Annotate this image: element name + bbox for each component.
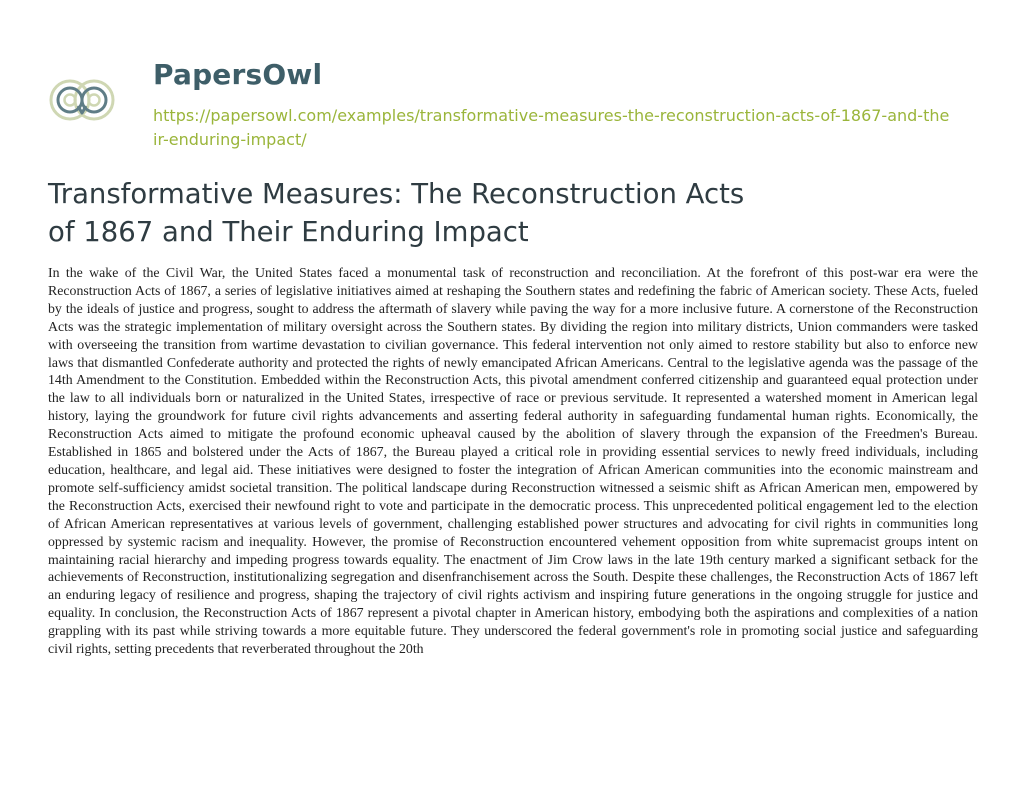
owl-eyes-icon [48, 66, 116, 134]
article-body: In the wake of the Civil War, the United States faced a monumental task of reconstruction and reconciliation. At the forefront of this post-war era were the Reconstruction Acts of 1867, a series of legislative initiatives aimed at reshaping the Southern states and redefining the fabric of American society. These Acts, fueled by the ideals of justice and progress, sought to address the aftermath of slavery while paving the way for a more inclusive future. A cornerstone of the Reconstruction Acts was the strategic implementation of military oversight across the Southern states. By dividing the region into military districts, Union commanders were tasked with overseeing the transition from wartime devastation to civilian governance. This federal intervention not only aimed to restore stability but also to enforce new laws that dismantled Confederate authority and protected the rights of newly emancipated African Americans. Central to the legislative agenda was the passage of the 14th Amendment to the Constitution. Embedded within the Reconstruction Acts, this pivotal amendment conferred citizenship and guaranteed equal protection under the law to all individuals born or naturalized in the United States, irrespective of race or previous servitude. It represented a watershed moment in American legal history, laying the groundwork for future civil rights advancements and asserting federal authority in safeguarding fundamental human rights. Economically, the Reconstruction Acts aimed to mitigate the profound economic upheaval caused by the abolition of slavery through the expansion of the Freedmen's Bureau. Established in 1865 and bolstered under the Acts of 1867, the Bureau played a critical role in providing essential services to newly freed individuals, including education, healthcare, and legal aid. These initiatives were designed to foster the integration of African American communities into the economic mainstream and promote self-sufficiency amidst societal transition. The political landscape during Reconstruction witnessed a seismic shift as African American men, empowered by the Reconstruction Acts, exercised their newfound right to vote and participate in the democratic process. This unprecedented political engagement led to the election of African American representatives at various levels of government, challenging established power structures and advocating for civil rights in communities long oppressed by systemic racism and inequality. However, the promise of Reconstruction encountered vehement opposition from white supremacist groups intent on maintaining racial hierarchy and impeding progress towards equality. The enactment of Jim Crow laws in the late 19th century marked a significant setback for the achievements of Reconstruction, institutionalizing segregation and disenfranchisement across the South. Despite these challenges, the Reconstruction Acts of 1867 left an enduring legacy of resilience and progress, shaping the trajectory of civil rights activism and inspiring future generations in the ongoing struggle for justice and equality. In conclusion, the Reconstruction Acts of 1867 represent a pivotal chapter in American history, embodying both the aspirations and complexities of a nation grappling with its past while striving towards a more equitable future. They underscored the federal government's role in promoting social justice and safeguarding civil rights, setting precedents that reverberated throughout the 20th [48, 265, 978, 657]
source-url-link[interactable]: https://papersowl.com/examples/transformative-measures-the-reconstruction-acts-of-1867-and-their-enduring-impact/ [153, 106, 950, 149]
article-title: Transformative Measures: The Reconstruction Acts of 1867 and Their Enduring Impact [48, 178, 745, 248]
brand-name: PapersOwl [153, 58, 323, 91]
